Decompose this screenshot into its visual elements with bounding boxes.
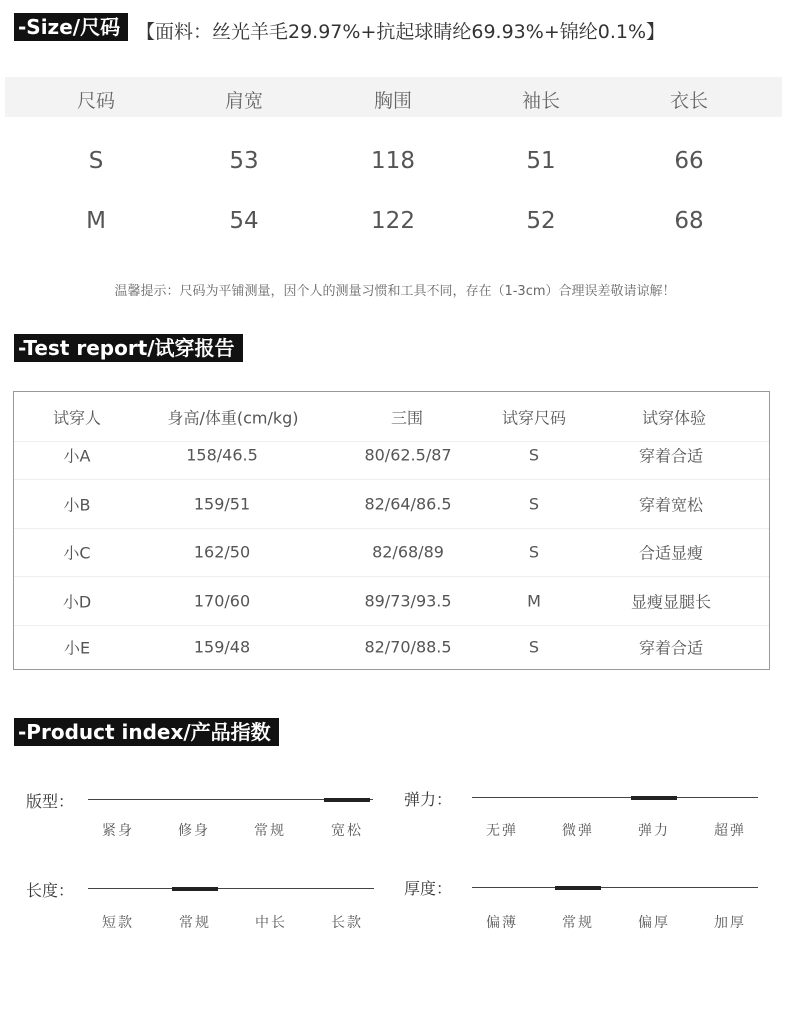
test-report-table [13,391,770,670]
index-selected-marker [555,886,601,890]
test-cell: 162/50 [193,542,251,561]
test-cell: 显瘦显腿长 [630,592,712,611]
size-cell: S [88,148,104,174]
test-header-cell: 试穿人 [52,408,102,427]
test-cell: 小C [63,543,91,562]
index-option: 偏厚 [638,915,670,931]
index-selected-marker [631,796,677,800]
index-option: 微弹 [562,823,594,839]
index-option: 超弹 [714,823,746,839]
index-option: 长款 [331,915,363,931]
index-label: 版型： [26,792,75,811]
test-header-cell: 试穿尺码 [501,408,567,427]
test-table-row [14,430,769,480]
test-cell: S [528,445,540,464]
size-header-cell: 肩宽 [224,90,264,112]
test-cell: 小B [63,495,91,514]
size-cell: 68 [674,208,704,234]
test-cell: 159/48 [193,637,251,656]
index-option: 无弹 [486,823,518,839]
test-cell: 合适显瘦 [638,543,704,562]
size-header-cell: 袖长 [521,90,561,112]
size-cell: 51 [526,148,556,174]
test-cell: 89/73/93.5 [364,591,452,610]
fabric-composition: 【面料：丝光羊毛29.97%+抗起球睛纶69.93%+锦纶0.1%】 [136,21,666,43]
index-option: 中长 [255,915,287,931]
test-cell: 穿着宽松 [638,495,704,514]
size-table-row [0,208,790,248]
size-header-cell: 衣长 [669,90,709,112]
index-option: 弹力 [638,823,670,839]
index-scale-line [472,797,758,798]
index-option: 修身 [178,823,210,839]
index-selected-marker [172,887,218,891]
test-cell: 80/62.5/87 [364,445,452,464]
test-cell: S [528,542,540,561]
test-cell: 小D [62,592,92,611]
size-header-cell: 胸围 [373,90,413,112]
size-header-cell: 尺码 [76,90,116,112]
test-table-row [14,479,769,529]
size-cell: 52 [526,208,556,234]
index-option: 常规 [254,823,286,839]
index-option: 短款 [102,915,134,931]
index-scale-line [472,887,758,888]
test-cell: 82/70/88.5 [364,637,452,656]
test-cell: 158/46.5 [186,445,258,464]
index-option: 宽松 [331,823,363,839]
index-option: 常规 [562,915,594,931]
index-option: 加厚 [714,915,746,931]
product-section-tag: -Product index/产品指数 [14,718,279,746]
test-cell: 170/60 [193,591,251,610]
test-section-tag: -Test report/试穿报告 [14,334,243,362]
size-table-row [0,148,790,188]
index-option: 常规 [179,915,211,931]
test-cell: S [528,637,540,656]
size-cell: 122 [371,208,415,234]
test-table-row [14,527,769,577]
size-section-tag: -Size/尺码 [14,13,128,41]
size-cell: 66 [674,148,704,174]
test-cell: M [527,591,541,610]
size-cell: M [86,208,106,234]
index-scale-line [88,888,374,889]
size-cell: 54 [229,208,259,234]
test-cell: 小E [63,638,91,657]
test-cell: S [528,494,540,513]
size-cell: 53 [229,148,259,174]
test-cell: 穿着合适 [638,638,704,657]
test-table-row [14,624,769,669]
index-option: 紧身 [102,823,134,839]
test-header-cell: 三围 [390,408,424,427]
test-cell: 穿着合适 [638,446,704,465]
index-option: 偏薄 [486,915,518,931]
index-label: 弹力： [404,790,453,809]
index-selected-marker [324,798,370,802]
test-cell: 159/51 [193,494,251,513]
test-cell: 82/68/89 [372,542,444,561]
measurement-tip: 温馨提示：尺码为平铺测量，因个人的测量习惯和工具不同，存在（1-3cm）合理误差敬请谅解！ [114,284,676,299]
test-table-row [14,576,769,626]
size-cell: 118 [371,148,415,174]
test-cell: 82/64/86.5 [364,494,452,513]
test-cell: 小A [63,446,91,465]
index-label: 长度： [26,881,75,900]
index-label: 厚度： [404,879,453,898]
test-header-cell: 身高/体重(cm/kg) [167,408,299,427]
test-header-cell: 试穿体验 [641,408,707,427]
size-table-header [5,77,782,117]
